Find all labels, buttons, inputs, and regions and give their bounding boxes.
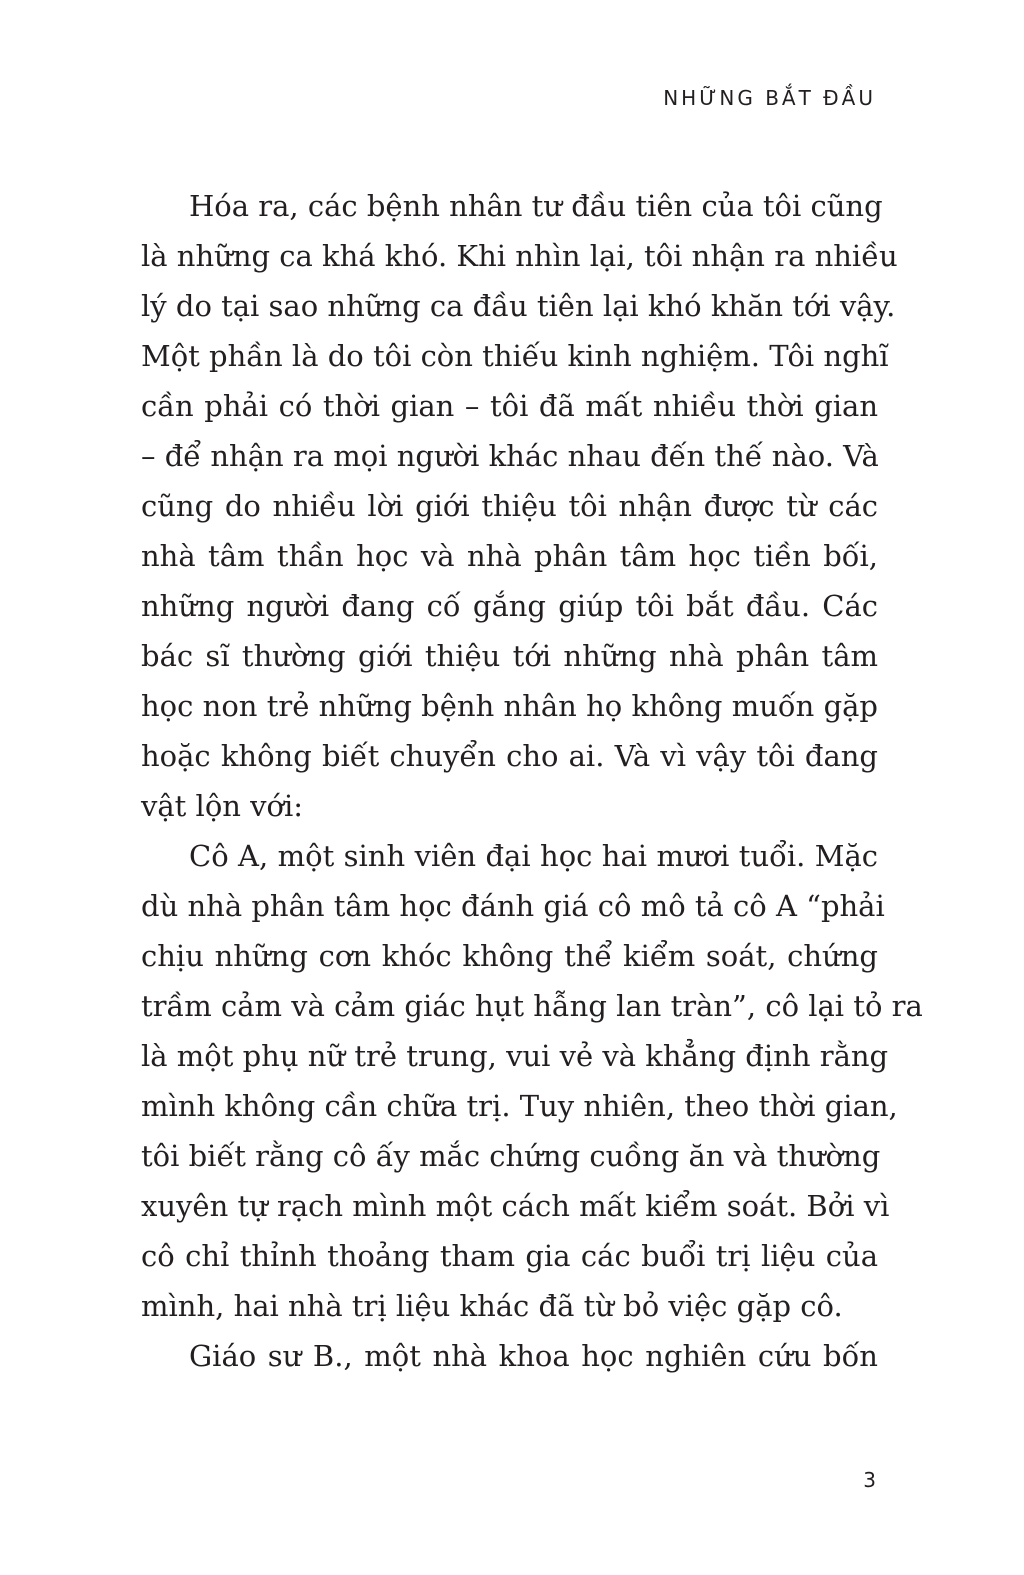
paragraph-1-line-6: – để nhận ra mọi người khác nhau đến thế nào. Và — [141, 439, 879, 473]
paragraph-1-line-2: là những ca khá khó. Khi nhìn lại, tôi nhận ra nhiều — [141, 239, 898, 273]
paragraph-2-line-4: trầm cảm và cảm giác hụt hẫng lan tràn”, cô lại tỏ ra — [141, 989, 923, 1023]
paragraph-1-line-13: vật lộn với: — [141, 789, 304, 823]
body-text — [141, 181, 923, 1381]
paragraph-1-line-8: nhà tâm thần học và nhà phân tâm học tiền bối, — [141, 539, 878, 573]
paragraph-2-line-1: Cô A, một sinh viên đại học hai mươi tuổi. Mặc — [189, 839, 878, 873]
running-head: NHỮNG BẮT ĐẦU — [663, 86, 876, 110]
paragraph-1-line-3: lý do tại sao những ca đầu tiên lại khó khăn tới vậy. — [141, 289, 896, 323]
paragraph-1-line-5: cần phải có thời gian – tôi đã mất nhiều thời gian — [141, 389, 878, 423]
paragraph-2-line-5: là một phụ nữ trẻ trung, vui vẻ và khẳng định rằng — [141, 1039, 889, 1073]
paragraph-1-line-1: Hóa ra, các bệnh nhân tư đầu tiên của tôi cũng — [189, 189, 883, 223]
paragraph-2-line-2: dù nhà phân tâm học đánh giá cô mô tả cô A “phải — [141, 889, 885, 923]
paragraph-2-line-9: cô chỉ thỉnh thoảng tham gia các buổi trị liệu của — [141, 1239, 878, 1273]
paragraph-2-line-3: chịu những cơn khóc không thể kiểm soát, chứng — [141, 939, 878, 973]
paragraph-1-line-12: hoặc không biết chuyển cho ai. Và vì vậy tôi đang — [141, 739, 878, 773]
paragraph-2-line-6: mình không cần chữa trị. Tuy nhiên, theo thời gian, — [141, 1089, 898, 1123]
paragraph-1-line-7: cũng do nhiều lời giới thiệu tôi nhận được từ các — [141, 489, 878, 523]
page-number: 3 — [863, 1468, 876, 1492]
paragraph-1-line-9: những người đang cố gắng giúp tôi bắt đầu. Các — [141, 589, 878, 623]
paragraph-1-line-10: bác sĩ thường giới thiệu tới những nhà phân tâm — [141, 639, 878, 673]
paragraph-1-line-4: Một phần là do tôi còn thiếu kinh nghiệm. Tôi nghĩ — [141, 339, 889, 373]
paragraph-3-line-1: Giáo sư B., một nhà khoa học nghiên cứu bốn — [189, 1339, 878, 1373]
paragraph-2-line-10: mình, hai nhà trị liệu khác đã từ bỏ việc gặp cô. — [141, 1289, 843, 1323]
paragraph-1-line-11: học non trẻ những bệnh nhân họ không muốn gặp — [141, 689, 878, 723]
paragraph-2-line-7: tôi biết rằng cô ấy mắc chứng cuồng ăn và thường — [141, 1139, 881, 1173]
paragraph-2-line-8: xuyên tự rạch mình một cách mất kiểm soát. Bởi vì — [141, 1189, 890, 1223]
